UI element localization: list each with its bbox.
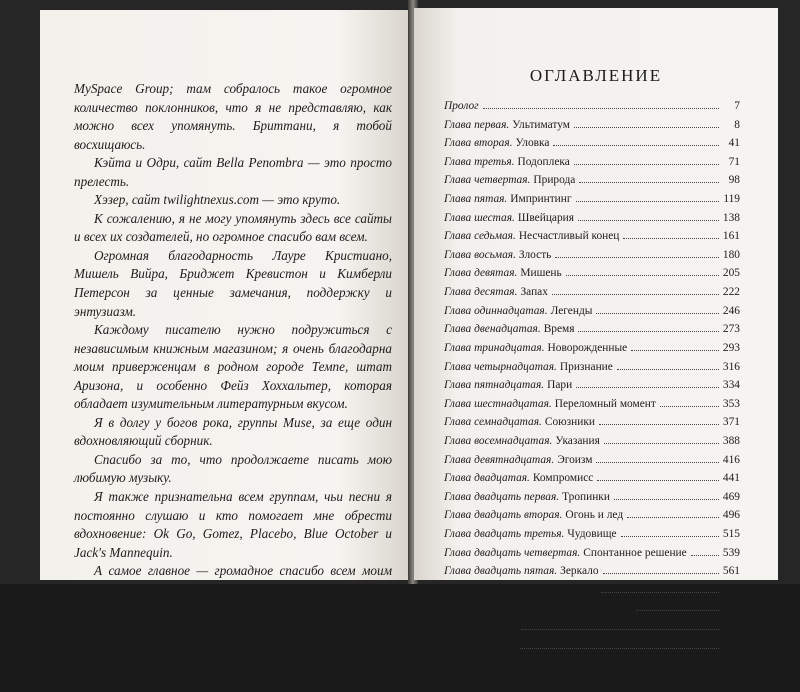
chapter-label: Глава первая. [444, 118, 510, 131]
dot-leader [617, 369, 719, 370]
chapter-label: Глава двадцать шестая. [444, 583, 565, 596]
chapter-title: Запах [520, 286, 548, 299]
chapter-label: Глава одиннадцатая. [444, 304, 548, 317]
chapter-label: Глава пятнадцатая. [444, 379, 545, 392]
toc-entry [444, 491, 740, 510]
dot-leader [604, 443, 719, 444]
dot-leader [521, 629, 719, 630]
acknowledgements-text [74, 80, 392, 692]
toc-entry [444, 565, 740, 584]
paragraph: К сожалению, я не могу упомянуть здесь все сайты и всех их создателей, но огромное спасибо вам всем. [74, 210, 392, 245]
chapter-title: Переломный момент [554, 397, 656, 410]
page-number: 316 [722, 360, 740, 373]
toc-entry [444, 119, 740, 138]
dot-leader [601, 592, 719, 593]
toc-entry [444, 416, 740, 435]
page-title: ОГЛАВЛЕНИЕ [529, 66, 663, 85]
page-number: 561 [722, 565, 740, 578]
chapter-label: Глава вторая. [444, 137, 513, 150]
chapter-label: Глава двадцать третья. [444, 528, 565, 541]
chapter-title: Легенды [550, 304, 593, 317]
toc-entry [444, 602, 740, 621]
page-number: 41 [728, 137, 740, 150]
toc-entry [444, 100, 740, 119]
chapter-title: Несчастливый конец [518, 230, 620, 243]
dot-leader [623, 238, 719, 239]
dot-leader [631, 350, 719, 351]
page-number: 8 [734, 118, 740, 131]
page-number: 205 [722, 267, 740, 280]
toc-entry [444, 640, 740, 659]
toc-entry [444, 286, 740, 305]
chapter-title: Ультиматум [512, 118, 571, 131]
dot-leader [614, 499, 719, 500]
dot-leader [691, 555, 719, 556]
page-number: 353 [722, 397, 740, 410]
toc-entry [444, 212, 740, 231]
chapter-title: Злость [518, 248, 552, 261]
page-number: 222 [722, 286, 740, 299]
chapter-label: Глава двадцать пятая. [444, 565, 558, 578]
right-page [414, 8, 778, 652]
chapter-label: Глава двадцать седьмая. [444, 602, 566, 615]
page-number: 138 [722, 211, 740, 224]
chapter-label: Глава семнадцатая. [444, 416, 542, 429]
page-number: 246 [722, 304, 740, 317]
chapter-label: Глава четвертая. [444, 174, 531, 187]
paragraph: Спасибо за то, что продолжаете писать мою любимую музыку. [74, 451, 392, 486]
chapter-label: Глава десятая. [444, 286, 518, 299]
chapter-label: Пролог [444, 100, 479, 112]
table-of-contents [444, 100, 740, 658]
toc-entry [444, 230, 740, 249]
chapter-label: Глава двадцатая. [444, 472, 530, 485]
page-number: 469 [722, 490, 740, 503]
dot-leader [636, 610, 719, 611]
chapter-title: Компромисс [532, 472, 594, 485]
toc-entry [444, 398, 740, 417]
toc-entry [444, 584, 740, 603]
paragraph: Огромная благодарность Лауре Кристиано, Мишель Вийра, Бриджет Кревистон и Кимберли Петерсон за ценные замечания, поддержку и энтузиазм. [74, 247, 392, 319]
toc-entry [444, 174, 740, 193]
dot-leader [574, 164, 719, 165]
toc-entry [444, 509, 740, 528]
page-number: 611 [723, 602, 740, 615]
page-number: 416 [722, 453, 740, 466]
dot-leader [576, 201, 719, 202]
dot-leader [483, 108, 719, 109]
page-number: 585 [722, 583, 740, 596]
page-number: 334 [722, 379, 740, 392]
chapter-title: Зеркало [560, 565, 599, 578]
dot-leader [574, 127, 719, 128]
dot-leader [576, 387, 719, 388]
page-number: 539 [722, 546, 740, 559]
chapter-title: Спонтанное решение [583, 546, 687, 559]
page-number: 371 [722, 416, 740, 429]
chapter-title: Импринтинг [510, 193, 572, 206]
page-number: 496 [722, 509, 740, 522]
chapter-label: Глава двадцать первая. [444, 490, 560, 503]
chapter-title: Этика [567, 583, 597, 596]
chapter-label: Глава двадцать четвертая. [444, 546, 581, 559]
chapter-title: Мишень [520, 267, 562, 280]
chapter-label: Глава девятнадцатая. [444, 453, 555, 466]
page-number: 388 [722, 434, 740, 447]
toc-entry [444, 323, 740, 342]
dot-leader [555, 257, 719, 258]
paragraph: Я также признательна всем группам, чьи песни я постоянно слушаю и кто помогает мне обрести вдохновение: Ok Go, Gomez, Placebo, Blue October и Jack's Mannequin. [74, 489, 392, 560]
dot-leader [579, 182, 719, 183]
chapter-title: Природа [533, 174, 576, 187]
chapter-label: Глава седьмая. [444, 230, 516, 243]
chapter-title: Благодарности [444, 639, 516, 652]
toc-entry [444, 342, 740, 361]
dot-leader [552, 294, 719, 295]
page-number: 636 [722, 639, 740, 652]
chapter-title: Тропинки [562, 490, 610, 503]
dot-leader [596, 313, 719, 314]
dot-leader [578, 220, 719, 221]
paragraph: MySpace Group; там собралось такое огромное количество поклонников, что я не представляю, как можно всех упомянуть. Бриттани, я тобой восхищаюсь. [74, 81, 392, 152]
dot-leader [520, 648, 719, 649]
chapter-title: Подоплека [517, 155, 570, 168]
chapter-label: Глава шестнадцатая. [444, 397, 552, 410]
page-number: 627 [722, 621, 740, 634]
dot-leader [566, 275, 719, 276]
dot-leader [660, 406, 719, 407]
chapter-title: Признание [559, 360, 613, 373]
chapter-title: Время [543, 323, 575, 336]
toc-entry [444, 379, 740, 398]
chapter-label: Глава тринадцатая. [444, 341, 545, 354]
dot-leader [553, 145, 719, 146]
chapter-label: Глава восьмая. [444, 248, 516, 261]
page-number: 161 [722, 230, 740, 243]
toc-entry [444, 547, 740, 566]
paragraph: А самое главное — громадное спасибо всем моим поклонникам. [74, 563, 392, 597]
toc-entry [444, 249, 740, 268]
toc-entry [444, 621, 740, 640]
paragraph: Если бы могла, я хотела бы обнять вас всех и подарить каждому «Порше 911 турбо». [74, 655, 392, 690]
page-number: 273 [722, 323, 740, 336]
toc-entry [444, 137, 740, 156]
dot-leader [597, 480, 719, 481]
chapter-label: Глава шестая. [444, 211, 515, 224]
chapter-title: Эгоизм [557, 453, 593, 466]
page-number: 98 [728, 174, 740, 187]
chapter-title: Огонь и лед [565, 509, 624, 522]
page-number: 293 [722, 341, 740, 354]
toc-entry [444, 193, 740, 212]
dot-leader [627, 517, 719, 518]
page-number: 441 [722, 472, 740, 485]
toc-entry [444, 435, 740, 454]
chapter-title: Союзники [544, 416, 595, 429]
chapter-label: Глава пятая. [444, 193, 508, 206]
dot-leader [596, 462, 719, 463]
dot-leader [599, 424, 719, 425]
paragraph: Кэйта и Одри, сайт Bella Penombra — это просто прелесть. [74, 155, 392, 189]
dot-leader [603, 573, 719, 574]
toc-entry [444, 472, 740, 491]
toc-entry [444, 305, 740, 324]
chapter-title: Указания [555, 434, 600, 447]
toc-entry [444, 156, 740, 175]
toc-entry [444, 361, 740, 380]
page-number: 180 [722, 248, 740, 261]
dot-leader [578, 331, 719, 332]
paragraph: Хэзер, сайт twilightnexus.com — это круто. [94, 192, 341, 208]
chapter-title: Пари [547, 379, 573, 392]
chapter-title: Новорожденные [547, 341, 628, 354]
page-number: 119 [723, 193, 740, 206]
toc-entry [444, 267, 740, 286]
page-number: 515 [722, 528, 740, 541]
chapter-label: Глава третья. [444, 155, 515, 168]
chapter-label: Глава двадцать вторая. [444, 509, 563, 522]
chapter-label: Глава двенадцатая. [444, 323, 541, 336]
paragraph: Каждому писателю нужно подружиться с независимым книжным магазином; я очень благодарна моим приверженцам в родном городе Темпе, штат Аризона, и особенно Фейз Хоххальтер, которая обладает изумительным литературным вкусом. [74, 322, 392, 412]
paragraph: Я в долгу у богов рока, группы Muse, за еще один вдохновляющий сборник. [74, 414, 392, 449]
toc-entry [444, 528, 740, 547]
chapter-label: Глава четырнадцатая. [444, 360, 557, 373]
chapter-title: Уловка [515, 137, 550, 150]
dot-leader [621, 536, 719, 537]
page-number: 7 [734, 100, 740, 112]
chapter-label: Глава девятая. [444, 267, 518, 280]
left-page [40, 10, 412, 690]
chapter-label: Глава восемнадцатая. [444, 434, 553, 447]
chapter-title: Эпилог. Выбор [444, 621, 517, 634]
chapter-title: Швейцария [517, 211, 574, 224]
toc-entry [444, 454, 740, 473]
chapter-title: Потребности [568, 602, 633, 615]
chapter-title: Чудовище [567, 528, 617, 541]
page-number: 71 [728, 155, 740, 168]
paragraph: Я твердо уверена, что все вы самые привлекательные, умные, интересные и преданные поклонники во всем мире. [74, 600, 392, 653]
